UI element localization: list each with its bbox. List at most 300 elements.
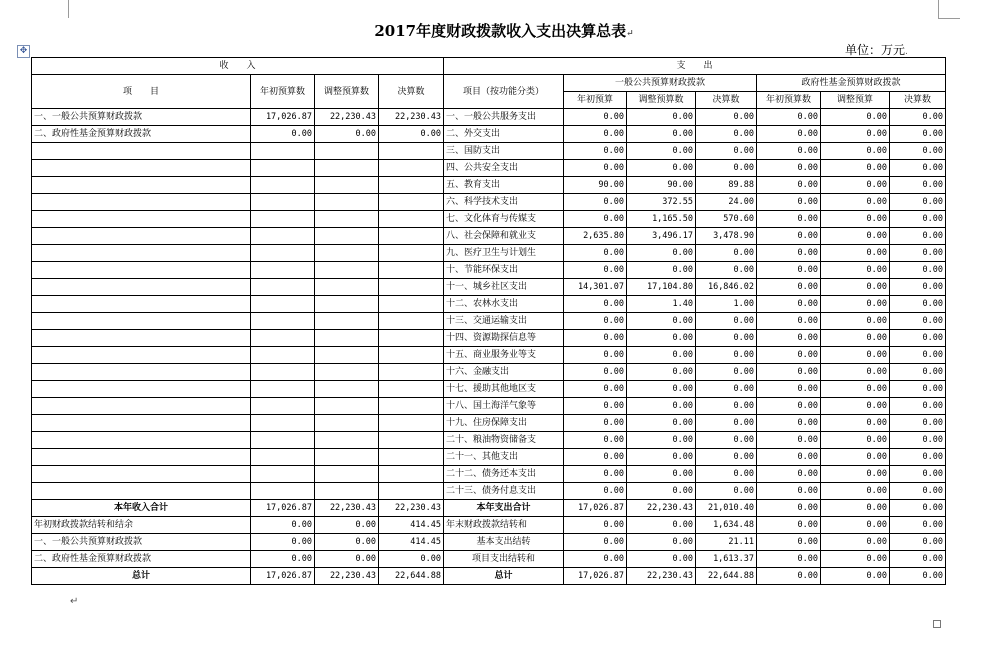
table-cell-f3[interactable]: 0.00: [890, 194, 946, 211]
table-cell-ia[interactable]: [251, 449, 315, 466]
table-cell-ia[interactable]: [251, 364, 315, 381]
table-cell-f3[interactable]: 0.00: [890, 313, 946, 330]
table-cell-g2[interactable]: 0.00: [627, 534, 696, 551]
table-cell-exp[interactable]: 五、教育支出: [444, 177, 564, 194]
table-cell-g2[interactable]: 22,230.43: [627, 500, 696, 517]
table-cell-ia[interactable]: [251, 415, 315, 432]
table-cell-ia[interactable]: 0.00: [251, 534, 315, 551]
table-cell-g2[interactable]: 1,165.50: [627, 211, 696, 228]
table-cell-g3[interactable]: 21.11: [696, 534, 757, 551]
table-cell-inc[interactable]: [32, 483, 251, 500]
table-cell-f1[interactable]: 0.00: [757, 177, 821, 194]
table-cell-g1[interactable]: 0.00: [564, 109, 627, 126]
table-cell-ia[interactable]: [251, 330, 315, 347]
table-move-handle-icon[interactable]: ✥: [17, 45, 30, 58]
table-cell-ic[interactable]: [379, 279, 444, 296]
table-cell-g2[interactable]: 0.00: [627, 517, 696, 534]
table-cell-g3[interactable]: 0.00: [696, 330, 757, 347]
table-cell-ib[interactable]: 0.00: [315, 534, 379, 551]
table-cell-f1[interactable]: 0.00: [757, 415, 821, 432]
table-cell-ia[interactable]: 0.00: [251, 517, 315, 534]
table-cell-ib[interactable]: [315, 381, 379, 398]
table-cell-g3[interactable]: 16,846.02: [696, 279, 757, 296]
table-cell-f1[interactable]: 0.00: [757, 551, 821, 568]
table-cell-ia[interactable]: [251, 211, 315, 228]
table-cell-inc[interactable]: 一、一般公共预算财政拨款: [32, 109, 251, 126]
table-cell-f3[interactable]: 0.00: [890, 126, 946, 143]
table-cell-f1[interactable]: 0.00: [757, 194, 821, 211]
table-cell-g3[interactable]: 21,010.40: [696, 500, 757, 517]
table-cell-ib[interactable]: [315, 262, 379, 279]
table-cell-exp[interactable]: 总计: [444, 568, 564, 585]
table-cell-g3[interactable]: 0.00: [696, 109, 757, 126]
table-cell-exp[interactable]: 三、国防支出: [444, 143, 564, 160]
table-cell-g1[interactable]: 0.00: [564, 415, 627, 432]
table-cell-f3[interactable]: 0.00: [890, 143, 946, 160]
table-cell-ia[interactable]: [251, 296, 315, 313]
table-cell-exp[interactable]: 二十、粮油物资储备支: [444, 432, 564, 449]
table-cell-exp[interactable]: 六、科学技术支出: [444, 194, 564, 211]
table-cell-f2[interactable]: 0.00: [821, 449, 890, 466]
table-cell-inc[interactable]: [32, 398, 251, 415]
table-cell-g2[interactable]: 0.00: [627, 381, 696, 398]
table-cell-g3[interactable]: 0.00: [696, 262, 757, 279]
table-cell-ic[interactable]: [379, 313, 444, 330]
table-cell-g3[interactable]: 3,478.90: [696, 228, 757, 245]
table-cell-exp[interactable]: 十三、交通运输支出: [444, 313, 564, 330]
table-cell-ic[interactable]: 22,644.88: [379, 568, 444, 585]
table-cell-f2[interactable]: 0.00: [821, 568, 890, 585]
table-cell-f1[interactable]: 0.00: [757, 279, 821, 296]
table-cell-ib[interactable]: [315, 466, 379, 483]
table-cell-f1[interactable]: 0.00: [757, 126, 821, 143]
table-cell-ib[interactable]: [315, 449, 379, 466]
table-cell-g1[interactable]: 0.00: [564, 296, 627, 313]
table-cell-exp[interactable]: 年末财政拨款结转和: [444, 517, 564, 534]
table-cell-ib[interactable]: 0.00: [315, 551, 379, 568]
table-cell-exp[interactable]: 十一、城乡社区支出: [444, 279, 564, 296]
table-cell-g1[interactable]: 0.00: [564, 517, 627, 534]
table-cell-ib[interactable]: 22,230.43: [315, 109, 379, 126]
table-cell-g1[interactable]: 0.00: [564, 143, 627, 160]
table-cell-exp[interactable]: 四、公共安全支出: [444, 160, 564, 177]
table-cell-g1[interactable]: 0.00: [564, 211, 627, 228]
table-cell-f2[interactable]: 0.00: [821, 177, 890, 194]
table-cell-exp[interactable]: 十四、资源勘探信息等: [444, 330, 564, 347]
table-cell-f2[interactable]: 0.00: [821, 330, 890, 347]
table-cell-g2[interactable]: 0.00: [627, 449, 696, 466]
table-cell-ic[interactable]: [379, 296, 444, 313]
table-cell-f2[interactable]: 0.00: [821, 126, 890, 143]
table-cell-inc[interactable]: [32, 381, 251, 398]
table-cell-inc[interactable]: [32, 296, 251, 313]
table-cell-exp[interactable]: 七、文化体育与传媒支: [444, 211, 564, 228]
table-cell-ia[interactable]: 17,026.87: [251, 568, 315, 585]
table-cell-ia[interactable]: 0.00: [251, 126, 315, 143]
table-cell-f2[interactable]: 0.00: [821, 313, 890, 330]
table-cell-g2[interactable]: 0.00: [627, 109, 696, 126]
table-cell-g3[interactable]: 0.00: [696, 381, 757, 398]
table-cell-f1[interactable]: 0.00: [757, 160, 821, 177]
table-cell-ia[interactable]: [251, 245, 315, 262]
table-cell-exp[interactable]: 本年支出合计: [444, 500, 564, 517]
table-cell-ib[interactable]: [315, 177, 379, 194]
table-cell-f2[interactable]: 0.00: [821, 245, 890, 262]
table-cell-ic[interactable]: 22,230.43: [379, 109, 444, 126]
table-cell-f3[interactable]: 0.00: [890, 347, 946, 364]
table-cell-g2[interactable]: 0.00: [627, 143, 696, 160]
table-cell-inc[interactable]: 本年收入合计: [32, 500, 251, 517]
table-cell-f1[interactable]: 0.00: [757, 483, 821, 500]
table-cell-ib[interactable]: [315, 194, 379, 211]
table-cell-ic[interactable]: [379, 262, 444, 279]
table-cell-ic[interactable]: [379, 177, 444, 194]
table-cell-ib[interactable]: [315, 143, 379, 160]
table-cell-g2[interactable]: 372.55: [627, 194, 696, 211]
table-cell-exp[interactable]: 十五、商业服务业等支: [444, 347, 564, 364]
table-cell-ib[interactable]: [315, 160, 379, 177]
table-cell-ic[interactable]: [379, 466, 444, 483]
table-cell-f3[interactable]: 0.00: [890, 568, 946, 585]
table-cell-ic[interactable]: [379, 211, 444, 228]
table-cell-f3[interactable]: 0.00: [890, 177, 946, 194]
table-cell-f1[interactable]: 0.00: [757, 296, 821, 313]
table-cell-inc[interactable]: 总计: [32, 568, 251, 585]
table-cell-ic[interactable]: [379, 228, 444, 245]
table-cell-ib[interactable]: [315, 347, 379, 364]
table-cell-exp[interactable]: 十六、金融支出: [444, 364, 564, 381]
table-cell-f1[interactable]: 0.00: [757, 568, 821, 585]
table-cell-g1[interactable]: 90.00: [564, 177, 627, 194]
table-cell-g2[interactable]: 90.00: [627, 177, 696, 194]
table-cell-ib[interactable]: [315, 330, 379, 347]
table-cell-exp[interactable]: 二、外交支出: [444, 126, 564, 143]
table-cell-exp[interactable]: 二十一、其他支出: [444, 449, 564, 466]
table-cell-ib[interactable]: [315, 398, 379, 415]
table-cell-ib[interactable]: [315, 211, 379, 228]
table-cell-ic[interactable]: [379, 381, 444, 398]
table-cell-g2[interactable]: 17,104.80: [627, 279, 696, 296]
table-cell-f3[interactable]: 0.00: [890, 483, 946, 500]
table-cell-f1[interactable]: 0.00: [757, 534, 821, 551]
table-cell-f2[interactable]: 0.00: [821, 279, 890, 296]
table-cell-exp[interactable]: 十九、住房保障支出: [444, 415, 564, 432]
table-cell-g3[interactable]: 0.00: [696, 432, 757, 449]
table-cell-g2[interactable]: 0.00: [627, 126, 696, 143]
table-cell-g2[interactable]: 0.00: [627, 398, 696, 415]
table-cell-exp[interactable]: 十、节能环保支出: [444, 262, 564, 279]
table-cell-f2[interactable]: 0.00: [821, 381, 890, 398]
table-cell-g3[interactable]: 0.00: [696, 466, 757, 483]
table-cell-f2[interactable]: 0.00: [821, 228, 890, 245]
table-cell-ia[interactable]: [251, 177, 315, 194]
table-cell-inc[interactable]: [32, 364, 251, 381]
table-cell-g2[interactable]: 0.00: [627, 466, 696, 483]
table-cell-f1[interactable]: 0.00: [757, 398, 821, 415]
table-cell-f3[interactable]: 0.00: [890, 415, 946, 432]
table-cell-g3[interactable]: 0.00: [696, 415, 757, 432]
table-cell-f2[interactable]: 0.00: [821, 347, 890, 364]
table-cell-inc[interactable]: [32, 194, 251, 211]
table-cell-g3[interactable]: 0.00: [696, 483, 757, 500]
table-cell-g3[interactable]: 1,634.48: [696, 517, 757, 534]
table-cell-f2[interactable]: 0.00: [821, 483, 890, 500]
table-cell-g2[interactable]: 0.00: [627, 262, 696, 279]
table-cell-f2[interactable]: 0.00: [821, 517, 890, 534]
table-cell-g3[interactable]: 89.88: [696, 177, 757, 194]
table-cell-f3[interactable]: 0.00: [890, 109, 946, 126]
table-cell-ia[interactable]: [251, 279, 315, 296]
table-cell-g3[interactable]: 1.00: [696, 296, 757, 313]
table-cell-g1[interactable]: 0.00: [564, 449, 627, 466]
table-cell-inc[interactable]: [32, 262, 251, 279]
table-cell-f1[interactable]: 0.00: [757, 262, 821, 279]
table-cell-inc[interactable]: 年初财政拨款结转和结余: [32, 517, 251, 534]
table-cell-g3[interactable]: 0.00: [696, 245, 757, 262]
table-cell-ib[interactable]: [315, 296, 379, 313]
table-cell-g1[interactable]: 0.00: [564, 466, 627, 483]
table-cell-f1[interactable]: 0.00: [757, 143, 821, 160]
table-cell-f3[interactable]: 0.00: [890, 279, 946, 296]
table-cell-g2[interactable]: 0.00: [627, 245, 696, 262]
table-cell-ic[interactable]: [379, 330, 444, 347]
table-cell-exp[interactable]: 二十二、债务还本支出: [444, 466, 564, 483]
table-cell-ia[interactable]: [251, 483, 315, 500]
table-cell-ic[interactable]: [379, 347, 444, 364]
table-cell-g2[interactable]: 0.00: [627, 415, 696, 432]
table-cell-ib[interactable]: [315, 228, 379, 245]
table-cell-g2[interactable]: 0.00: [627, 347, 696, 364]
table-cell-g3[interactable]: 0.00: [696, 143, 757, 160]
table-cell-ia[interactable]: [251, 194, 315, 211]
table-cell-f1[interactable]: 0.00: [757, 517, 821, 534]
table-cell-ib[interactable]: 0.00: [315, 517, 379, 534]
table-cell-g3[interactable]: 0.00: [696, 160, 757, 177]
table-cell-exp[interactable]: 一、一般公共服务支出: [444, 109, 564, 126]
table-cell-g1[interactable]: 0.00: [564, 483, 627, 500]
table-cell-inc[interactable]: [32, 245, 251, 262]
table-cell-g1[interactable]: 0.00: [564, 551, 627, 568]
table-cell-f3[interactable]: 0.00: [890, 364, 946, 381]
table-cell-ic[interactable]: 414.45: [379, 517, 444, 534]
table-cell-ic[interactable]: [379, 194, 444, 211]
table-cell-f2[interactable]: 0.00: [821, 364, 890, 381]
table-cell-g1[interactable]: 0.00: [564, 262, 627, 279]
table-cell-g1[interactable]: 0.00: [564, 534, 627, 551]
table-cell-g3[interactable]: 0.00: [696, 313, 757, 330]
table-cell-g1[interactable]: 17,026.87: [564, 568, 627, 585]
table-cell-ic[interactable]: [379, 398, 444, 415]
table-cell-g2[interactable]: 22,230.43: [627, 568, 696, 585]
table-cell-f2[interactable]: 0.00: [821, 109, 890, 126]
table-cell-g1[interactable]: 0.00: [564, 245, 627, 262]
table-cell-inc[interactable]: [32, 415, 251, 432]
table-cell-inc[interactable]: 二、政府性基金预算财政拨款: [32, 551, 251, 568]
table-cell-exp[interactable]: 项目支出结转和: [444, 551, 564, 568]
table-cell-g1[interactable]: 0.00: [564, 313, 627, 330]
table-cell-exp[interactable]: 十七、援助其他地区支: [444, 381, 564, 398]
table-cell-g1[interactable]: 0.00: [564, 381, 627, 398]
table-cell-g2[interactable]: 0.00: [627, 551, 696, 568]
table-cell-f2[interactable]: 0.00: [821, 211, 890, 228]
table-cell-f3[interactable]: 0.00: [890, 534, 946, 551]
table-cell-f2[interactable]: 0.00: [821, 500, 890, 517]
table-cell-ib[interactable]: [315, 432, 379, 449]
table-cell-g2[interactable]: 1.40: [627, 296, 696, 313]
table-cell-ib[interactable]: [315, 483, 379, 500]
table-cell-f1[interactable]: 0.00: [757, 313, 821, 330]
table-cell-g1[interactable]: 14,301.07: [564, 279, 627, 296]
table-cell-g1[interactable]: 0.00: [564, 432, 627, 449]
table-cell-f2[interactable]: 0.00: [821, 143, 890, 160]
table-cell-exp[interactable]: 二十三、债务付息支出: [444, 483, 564, 500]
table-cell-ia[interactable]: 17,026.87: [251, 500, 315, 517]
table-cell-f2[interactable]: 0.00: [821, 432, 890, 449]
table-cell-inc[interactable]: [32, 347, 251, 364]
table-cell-inc[interactable]: [32, 466, 251, 483]
table-cell-ic[interactable]: 22,230.43: [379, 500, 444, 517]
table-cell-f3[interactable]: 0.00: [890, 245, 946, 262]
table-cell-ia[interactable]: [251, 432, 315, 449]
table-cell-ib[interactable]: 22,230.43: [315, 568, 379, 585]
table-cell-f1[interactable]: 0.00: [757, 466, 821, 483]
table-cell-f3[interactable]: 0.00: [890, 160, 946, 177]
table-cell-f2[interactable]: 0.00: [821, 296, 890, 313]
table-cell-f1[interactable]: 0.00: [757, 109, 821, 126]
table-cell-f1[interactable]: 0.00: [757, 211, 821, 228]
table-cell-g1[interactable]: 17,026.87: [564, 500, 627, 517]
table-cell-f3[interactable]: 0.00: [890, 262, 946, 279]
table-cell-g1[interactable]: 0.00: [564, 126, 627, 143]
table-cell-inc[interactable]: [32, 432, 251, 449]
table-cell-inc[interactable]: [32, 228, 251, 245]
table-cell-f1[interactable]: 0.00: [757, 500, 821, 517]
table-cell-g2[interactable]: 0.00: [627, 364, 696, 381]
table-cell-g1[interactable]: 0.00: [564, 398, 627, 415]
table-cell-f1[interactable]: 0.00: [757, 381, 821, 398]
table-cell-f2[interactable]: 0.00: [821, 160, 890, 177]
table-cell-g1[interactable]: 0.00: [564, 194, 627, 211]
table-cell-g2[interactable]: 0.00: [627, 432, 696, 449]
table-cell-ib[interactable]: [315, 279, 379, 296]
table-cell-f3[interactable]: 0.00: [890, 432, 946, 449]
table-cell-f1[interactable]: 0.00: [757, 364, 821, 381]
table-cell-ia[interactable]: [251, 143, 315, 160]
table-cell-g1[interactable]: 0.00: [564, 330, 627, 347]
table-cell-g1[interactable]: 0.00: [564, 364, 627, 381]
table-cell-g1[interactable]: 2,635.80: [564, 228, 627, 245]
table-cell-inc[interactable]: [32, 211, 251, 228]
table-cell-ib[interactable]: [315, 313, 379, 330]
table-cell-f1[interactable]: 0.00: [757, 347, 821, 364]
table-cell-g3[interactable]: 0.00: [696, 364, 757, 381]
table-cell-inc[interactable]: 二、政府性基金预算财政拨款: [32, 126, 251, 143]
table-cell-ia[interactable]: [251, 381, 315, 398]
table-cell-ia[interactable]: [251, 228, 315, 245]
table-cell-ic[interactable]: [379, 449, 444, 466]
table-cell-g3[interactable]: 0.00: [696, 449, 757, 466]
table-cell-f3[interactable]: 0.00: [890, 211, 946, 228]
table-cell-g1[interactable]: 0.00: [564, 160, 627, 177]
table-cell-ia[interactable]: 0.00: [251, 551, 315, 568]
table-cell-exp[interactable]: 基本支出结转: [444, 534, 564, 551]
table-cell-g1[interactable]: 0.00: [564, 347, 627, 364]
table-cell-g3[interactable]: 24.00: [696, 194, 757, 211]
table-cell-g3[interactable]: 1,613.37: [696, 551, 757, 568]
table-cell-ic[interactable]: [379, 432, 444, 449]
table-cell-f2[interactable]: 0.00: [821, 398, 890, 415]
table-cell-ic[interactable]: 0.00: [379, 126, 444, 143]
table-cell-ia[interactable]: [251, 398, 315, 415]
table-cell-inc[interactable]: [32, 177, 251, 194]
table-cell-f1[interactable]: 0.00: [757, 228, 821, 245]
table-cell-ic[interactable]: [379, 245, 444, 262]
table-cell-ia[interactable]: [251, 347, 315, 364]
table-cell-inc[interactable]: [32, 313, 251, 330]
table-cell-f3[interactable]: 0.00: [890, 296, 946, 313]
table-cell-ic[interactable]: [379, 364, 444, 381]
table-cell-f3[interactable]: 0.00: [890, 381, 946, 398]
table-cell-f2[interactable]: 0.00: [821, 262, 890, 279]
table-cell-ib[interactable]: [315, 364, 379, 381]
table-cell-ia[interactable]: [251, 160, 315, 177]
table-cell-ia[interactable]: 17,026.87: [251, 109, 315, 126]
table-cell-ic[interactable]: [379, 415, 444, 432]
table-cell-ib[interactable]: [315, 415, 379, 432]
table-cell-ia[interactable]: [251, 466, 315, 483]
table-cell-inc[interactable]: [32, 449, 251, 466]
table-cell-ic[interactable]: [379, 160, 444, 177]
table-cell-g3[interactable]: 0.00: [696, 347, 757, 364]
table-cell-ic[interactable]: [379, 483, 444, 500]
table-cell-f2[interactable]: 0.00: [821, 551, 890, 568]
table-cell-f2[interactable]: 0.00: [821, 415, 890, 432]
table-cell-f3[interactable]: 0.00: [890, 466, 946, 483]
table-cell-ib[interactable]: [315, 245, 379, 262]
table-cell-f1[interactable]: 0.00: [757, 330, 821, 347]
table-cell-inc[interactable]: [32, 143, 251, 160]
table-cell-inc[interactable]: [32, 160, 251, 177]
table-cell-ia[interactable]: [251, 262, 315, 279]
table-cell-f3[interactable]: 0.00: [890, 449, 946, 466]
table-cell-f2[interactable]: 0.00: [821, 534, 890, 551]
table-cell-f3[interactable]: 0.00: [890, 228, 946, 245]
table-cell-ib[interactable]: 0.00: [315, 126, 379, 143]
table-cell-f3[interactable]: 0.00: [890, 398, 946, 415]
table-cell-g3[interactable]: 22,644.88: [696, 568, 757, 585]
table-cell-exp[interactable]: 八、社会保障和就业支: [444, 228, 564, 245]
table-cell-f1[interactable]: 0.00: [757, 245, 821, 262]
table-cell-exp[interactable]: 十二、农林水支出: [444, 296, 564, 313]
table-cell-inc[interactable]: [32, 279, 251, 296]
table-cell-g2[interactable]: 0.00: [627, 313, 696, 330]
table-cell-exp[interactable]: 十八、国土海洋气象等: [444, 398, 564, 415]
table-cell-g3[interactable]: 570.60: [696, 211, 757, 228]
table-cell-f3[interactable]: 0.00: [890, 517, 946, 534]
table-cell-ic[interactable]: 0.00: [379, 551, 444, 568]
table-cell-g2[interactable]: 0.00: [627, 483, 696, 500]
table-cell-ia[interactable]: [251, 313, 315, 330]
table-cell-g2[interactable]: 0.00: [627, 160, 696, 177]
table-cell-g2[interactable]: 3,496.17: [627, 228, 696, 245]
table-cell-f3[interactable]: 0.00: [890, 500, 946, 517]
table-cell-f1[interactable]: 0.00: [757, 432, 821, 449]
table-cell-f3[interactable]: 0.00: [890, 330, 946, 347]
table-cell-f2[interactable]: 0.00: [821, 466, 890, 483]
table-cell-f2[interactable]: 0.00: [821, 194, 890, 211]
table-cell-inc[interactable]: 一、一般公共预算财政拨款: [32, 534, 251, 551]
table-cell-f3[interactable]: 0.00: [890, 551, 946, 568]
